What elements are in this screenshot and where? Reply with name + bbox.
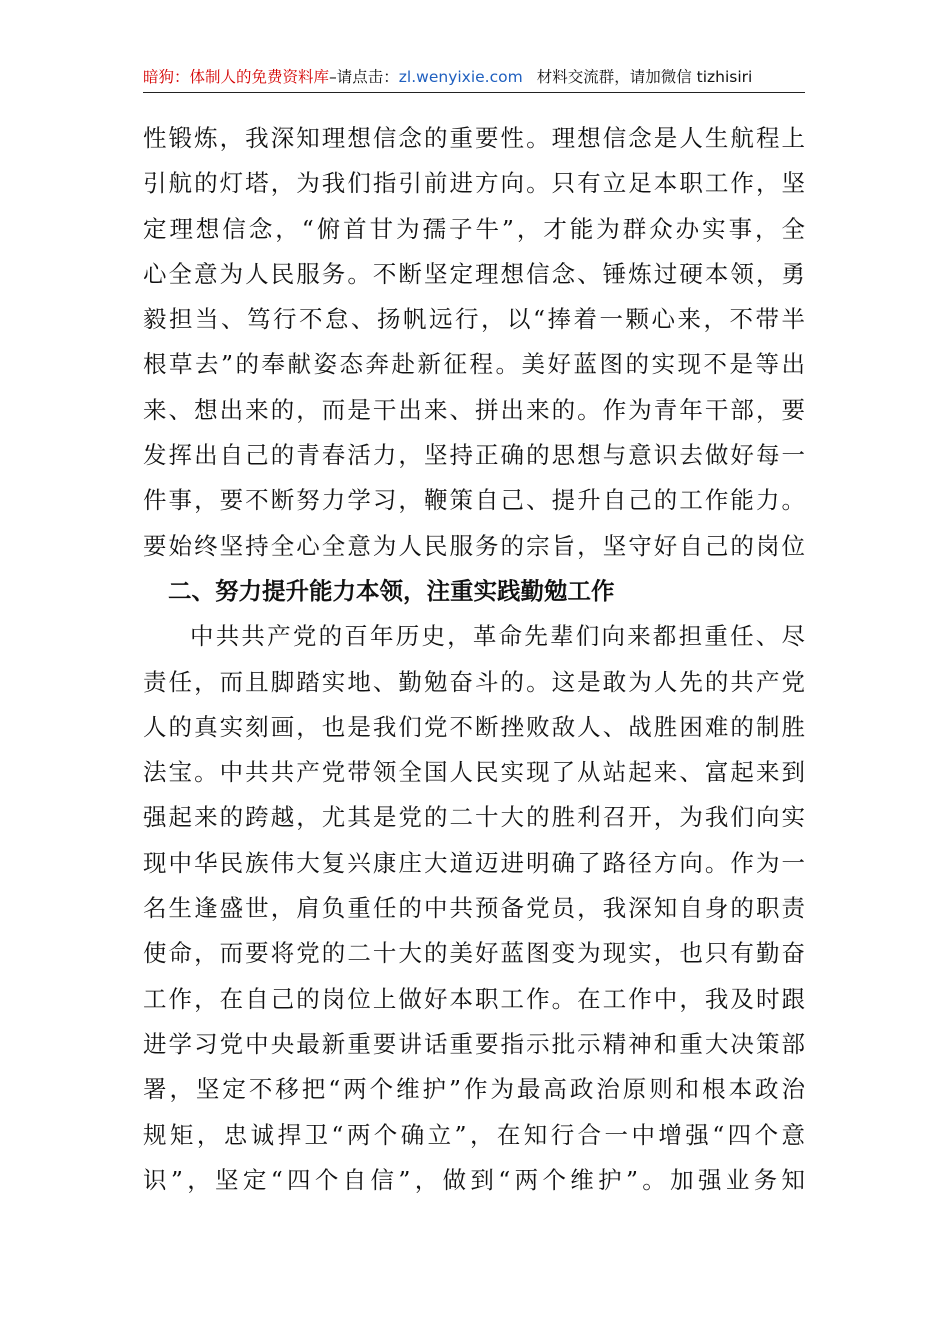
body-line: 法宝。中共共产党带领全国人民实现了从站起来、富起来到	[143, 758, 805, 787]
body-line: 强起来的跨越，尤其是党的二十大的胜利召开，为我们向实	[143, 803, 805, 832]
header-click-prompt: –请点击：	[329, 68, 399, 86]
body-line: 规矩，忠诚捍卫“两个确立”，在知行合一中增强“四个意	[143, 1120, 805, 1149]
body-line: 名生逢盛世，肩负重任的中共预备党员，我深知自身的职责	[143, 894, 805, 923]
body-line: 人的真实刻画，也是我们党不断挫败敌人、战胜困难的制胜	[143, 712, 805, 741]
body-line: 中共共产党的百年历史，革命先辈们向来都担重任、尽	[190, 622, 805, 651]
body-line: 件事，要不断努力学习，鞭策自己、提升自己的工作能力。	[143, 486, 805, 515]
body-line: 定理想信念，“俯首甘为孺子牛”，才能为群众办实事，全	[143, 214, 805, 243]
body-line: 现中华民族伟大复兴康庄大道迈进明确了路径方向。作为一	[143, 848, 805, 877]
body-line: 引航的灯塔，为我们指引前进方向。只有立足本职工作，坚	[143, 169, 805, 198]
body-line: 根草去”的奉献姿态奔赴新征程。美好蓝图的实现不是等出	[143, 350, 805, 379]
header-brand: 暗狗：体制人的免费资料库	[143, 68, 330, 86]
header-group-note: 材料交流群，请加微信 tizhisiri	[536, 68, 753, 86]
body-line: 署，坚定不移把“两个维护”作为最高政治原则和根本政治	[143, 1075, 805, 1104]
body-line: 毅担当、笃行不怠、扬帆远行，以“捧着一颗心来，不带半	[143, 305, 805, 334]
page-header	[143, 62, 805, 93]
header-site-link[interactable]: zl.wenyixie.com	[398, 68, 523, 86]
body-line: 发挥出自己的青春活力，坚持正确的思想与意识去做好每一	[143, 441, 805, 470]
body-line: 进学习党中央最新重要讲话重要指示批示精神和重大决策部	[143, 1029, 805, 1058]
document-body	[143, 116, 805, 1203]
body-line: 心全意为人民服务。不断坚定理想信念、锤炼过硬本领，勇	[143, 259, 805, 288]
body-line: 责任，而且脚踏实地、勤勉奋斗的。这是敢为人先的共产党	[143, 667, 805, 696]
body-line: 工作，在自己的岗位上做好本职工作。在工作中，我及时跟	[143, 984, 805, 1013]
body-line: 要始终坚持全心全意为人民服务的宗旨，坚守好自己的岗位	[143, 531, 805, 560]
body-line: 性锻炼，我深知理想信念的重要性。理想信念是人生航程上	[143, 124, 805, 152]
body-line: 识”，坚定“四个自信”，做到“两个维护”。加强业务知	[143, 1165, 805, 1194]
section-heading: 二、努力提升能力本领，注重实践勤勉工作	[168, 576, 615, 605]
body-line: 来、想出来的，而是干出来、拼出来的。作为青年干部，要	[143, 395, 805, 424]
body-line: 使命，而要将党的二十大的美好蓝图变为现实，也只有勤奋	[143, 939, 805, 968]
